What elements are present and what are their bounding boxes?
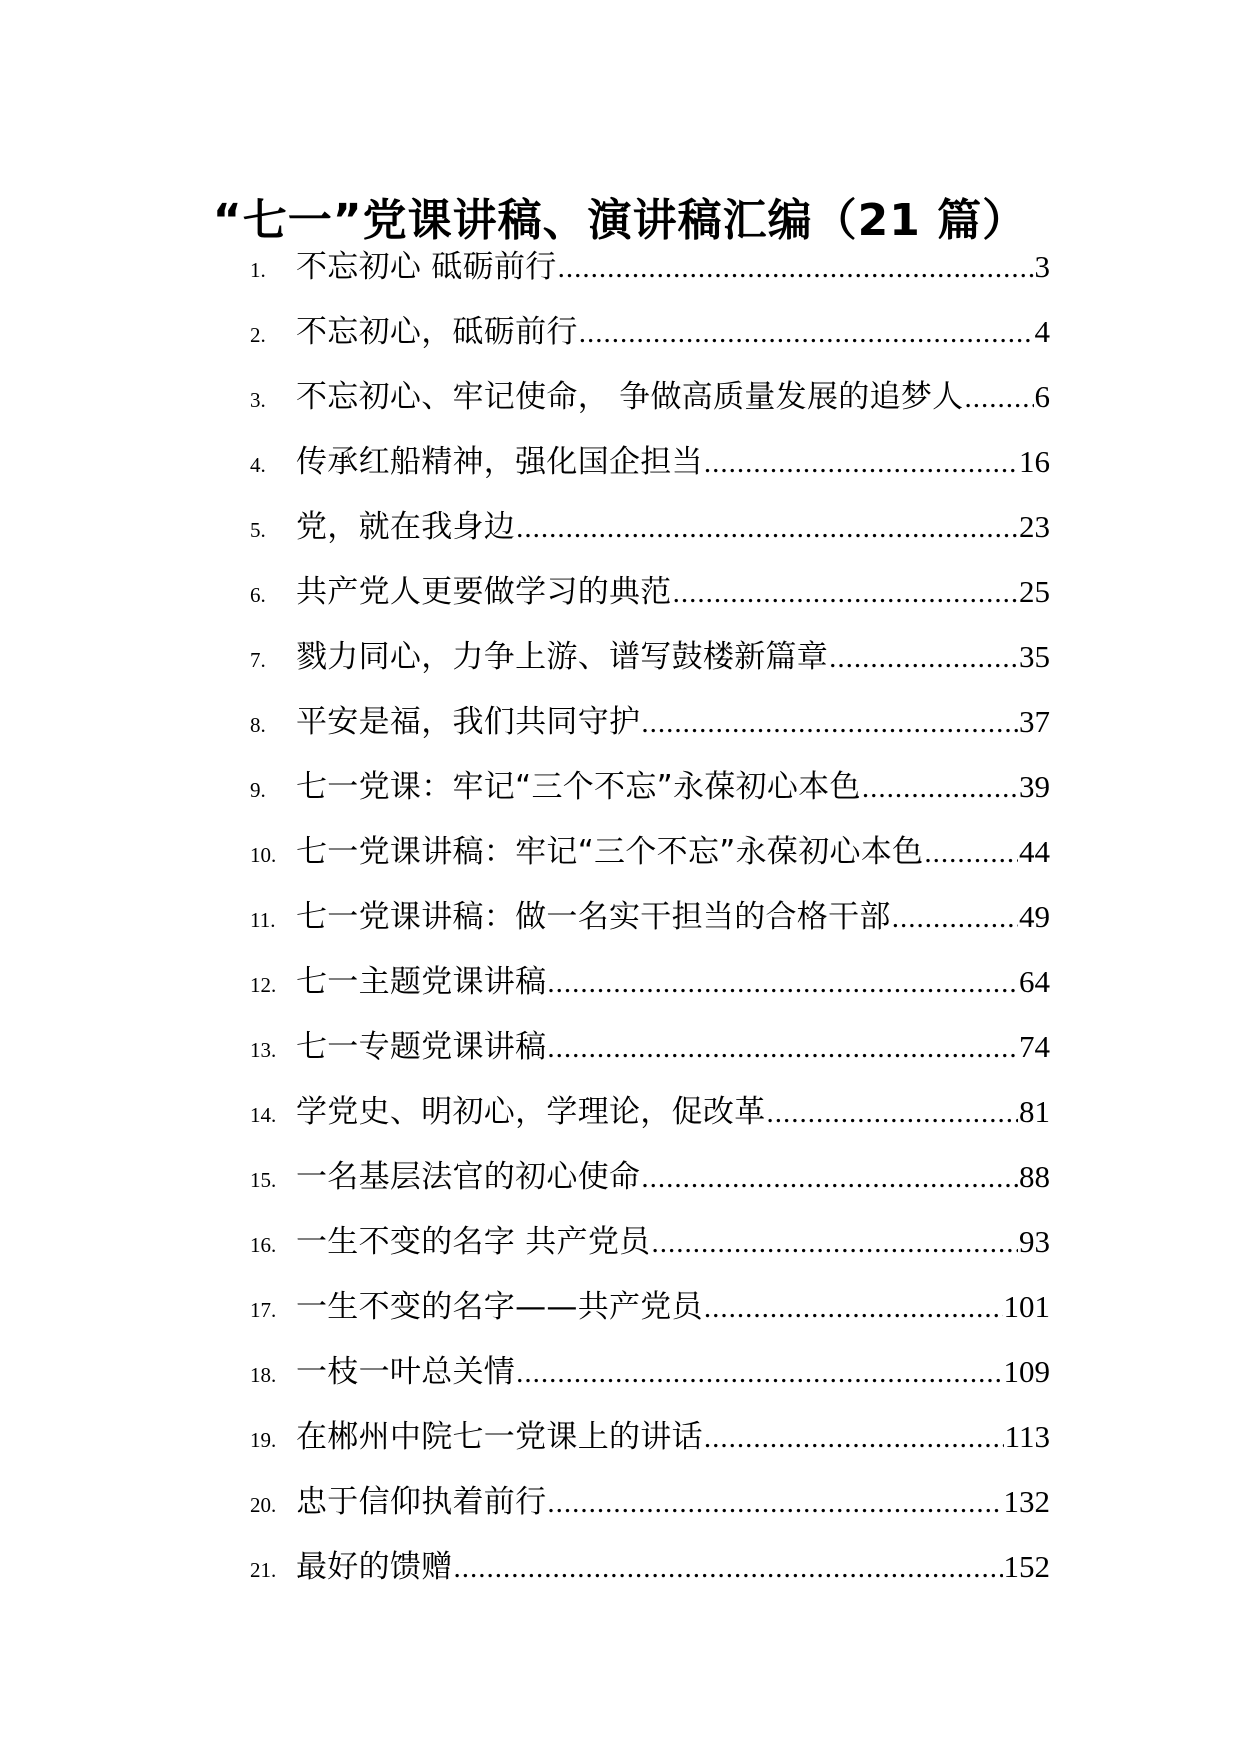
toc-entry-page[interactable]: 49: [1019, 899, 1050, 934]
toc-entry-page[interactable]: 23: [1019, 509, 1050, 544]
document-title: “七一”党课讲稿、演讲稿汇编（21 篇）: [212, 195, 1028, 247]
toc-entry[interactable]: [250, 429, 1050, 494]
toc-entry[interactable]: [250, 949, 1050, 1014]
toc-dot-leader: [767, 1081, 1019, 1146]
toc-entry[interactable]: [250, 624, 1050, 689]
toc-entry-title[interactable]: 忠于信仰执着前行: [296, 1484, 547, 1520]
toc-entry-title[interactable]: 一生不变的名字 共产党员: [296, 1224, 651, 1260]
toc-entry-number: 9.: [250, 778, 266, 802]
toc-dot-leader: [673, 561, 1018, 626]
toc-entry-page[interactable]: 152: [1003, 1549, 1050, 1584]
toc-entry-number: 5.: [250, 518, 266, 542]
toc-entry-page[interactable]: 25: [1019, 574, 1050, 609]
toc-entry-title[interactable]: 共产党人更要做学习的典范: [296, 574, 672, 610]
toc-dot-leader: [641, 691, 1018, 756]
toc-entry[interactable]: [250, 1469, 1050, 1534]
toc-dot-leader: [704, 431, 1018, 496]
toc-entry[interactable]: [250, 364, 1050, 429]
toc-entry-page[interactable]: 88: [1019, 1159, 1050, 1194]
toc-entry[interactable]: [250, 754, 1050, 819]
toc-entry-number: 4.: [250, 453, 266, 477]
toc-entry[interactable]: [250, 1274, 1050, 1339]
toc-dot-leader: [547, 951, 1018, 1016]
toc-entry-number: 3.: [250, 388, 266, 412]
toc-entry-title[interactable]: 学党史、明初心，学理论，促改革: [296, 1094, 766, 1130]
toc-entry-page[interactable]: 113: [1004, 1419, 1050, 1454]
toc-entry-page[interactable]: 93: [1019, 1224, 1050, 1259]
toc-entry-title[interactable]: 不忘初心、牢记使命， 争做高质量发展的追梦人: [296, 379, 964, 415]
toc-entry-page[interactable]: 44: [1019, 834, 1050, 869]
toc-entry[interactable]: [250, 234, 1050, 299]
toc-entry-page[interactable]: 132: [1003, 1484, 1050, 1519]
toc-entry[interactable]: [250, 1339, 1050, 1404]
toc-entry-title[interactable]: 平安是福，我们共同守护: [296, 704, 641, 740]
table-of-contents: [250, 234, 1050, 1599]
toc-dot-leader: [558, 236, 1034, 301]
toc-dot-leader: [924, 821, 1018, 886]
toc-dot-leader: [641, 1146, 1018, 1211]
toc-entry[interactable]: [250, 1534, 1050, 1599]
toc-entry-title[interactable]: 七一党课：牢记“三个不忘”永葆初心本色: [296, 769, 861, 805]
toc-entry-page[interactable]: 109: [1003, 1354, 1050, 1389]
toc-entry-number: 12.: [250, 973, 277, 997]
toc-entry-page[interactable]: 101: [1003, 1289, 1050, 1324]
toc-entry-page[interactable]: 6: [1034, 379, 1050, 414]
toc-dot-leader: [862, 756, 1018, 821]
toc-entry-number: 6.: [250, 583, 266, 607]
toc-entry-page[interactable]: 37: [1019, 704, 1050, 739]
toc-entry-number: 7.: [250, 648, 266, 672]
toc-entry-number: 19.: [250, 1428, 277, 1452]
toc-entry-title[interactable]: 一生不变的名字——共产党员: [296, 1289, 703, 1325]
toc-entry-title[interactable]: 不忘初心，砥砺前行: [296, 314, 578, 350]
toc-entry-number: 11.: [250, 908, 276, 932]
toc-dot-leader: [516, 496, 1018, 561]
toc-entry-number: 18.: [250, 1363, 277, 1387]
toc-entry-number: 13.: [250, 1038, 277, 1062]
toc-entry-number: 20.: [250, 1493, 277, 1517]
toc-entry-title[interactable]: 一枝一叶总关情: [296, 1354, 516, 1390]
toc-entry-title[interactable]: 七一党课讲稿：牢记“三个不忘”永葆初心本色: [296, 834, 924, 870]
toc-entry-title[interactable]: 七一党课讲稿：做一名实干担当的合格干部: [296, 899, 891, 935]
toc-entry[interactable]: [250, 884, 1050, 949]
toc-entry[interactable]: [250, 299, 1050, 364]
toc-dot-leader: [547, 1471, 1002, 1536]
toc-entry[interactable]: [250, 559, 1050, 624]
toc-entry-page[interactable]: 74: [1019, 1029, 1050, 1064]
toc-entry-number: 2.: [250, 323, 266, 347]
toc-dot-leader: [454, 1536, 1003, 1601]
toc-entry[interactable]: [250, 689, 1050, 754]
toc-entry-title[interactable]: 戮力同心，力争上游、谱写鼓楼新篇章: [296, 639, 829, 675]
toc-entry-number: 15.: [250, 1168, 277, 1192]
toc-entry-title[interactable]: 传承红船精神，强化国企担当: [296, 444, 703, 480]
toc-dot-leader: [704, 1276, 1003, 1341]
toc-dot-leader: [516, 1341, 1002, 1406]
toc-entry-number: 1.: [250, 258, 266, 282]
toc-entry[interactable]: [250, 1209, 1050, 1274]
toc-entry-number: 21.: [250, 1558, 277, 1582]
toc-dot-leader: [547, 1016, 1018, 1081]
toc-entry-page[interactable]: 64: [1019, 964, 1050, 999]
toc-entry-page[interactable]: 3: [1034, 249, 1050, 284]
toc-dot-leader: [704, 1406, 1004, 1471]
toc-entry-title[interactable]: 在郴州中院七一党课上的讲话: [296, 1419, 703, 1455]
toc-dot-leader: [892, 886, 1018, 951]
toc-entry-page[interactable]: 81: [1019, 1094, 1050, 1129]
toc-entry[interactable]: [250, 819, 1050, 884]
toc-dot-leader: [829, 626, 1018, 691]
toc-entry-title[interactable]: 不忘初心 砥砺前行: [296, 249, 557, 285]
toc-entry[interactable]: [250, 1079, 1050, 1144]
toc-entry-title[interactable]: 最好的馈赠: [296, 1549, 453, 1585]
toc-entry-page[interactable]: 16: [1019, 444, 1050, 479]
toc-dot-leader: [579, 301, 1034, 366]
toc-entry-number: 10.: [250, 843, 277, 867]
toc-entry-page[interactable]: 4: [1034, 314, 1050, 349]
toc-entry-number: 8.: [250, 713, 266, 737]
toc-entry-page[interactable]: 39: [1019, 769, 1050, 804]
toc-dot-leader: [964, 366, 1033, 431]
toc-entry-number: 14.: [250, 1103, 277, 1127]
toc-entry[interactable]: [250, 1144, 1050, 1209]
toc-entry[interactable]: [250, 494, 1050, 559]
toc-entry-page[interactable]: 35: [1019, 639, 1050, 674]
toc-entry[interactable]: [250, 1014, 1050, 1079]
toc-entry-title[interactable]: 一名基层法官的初心使命: [296, 1159, 641, 1195]
toc-entry-title[interactable]: 七一专题党课讲稿: [296, 1029, 547, 1065]
toc-entry-title[interactable]: 党，就在我身边: [296, 509, 516, 545]
toc-entry-number: 16.: [250, 1233, 277, 1257]
toc-entry[interactable]: [250, 1404, 1050, 1469]
toc-entry-number: 17.: [250, 1298, 277, 1322]
toc-dot-leader: [651, 1211, 1018, 1276]
toc-entry-title[interactable]: 七一主题党课讲稿: [296, 964, 547, 1000]
